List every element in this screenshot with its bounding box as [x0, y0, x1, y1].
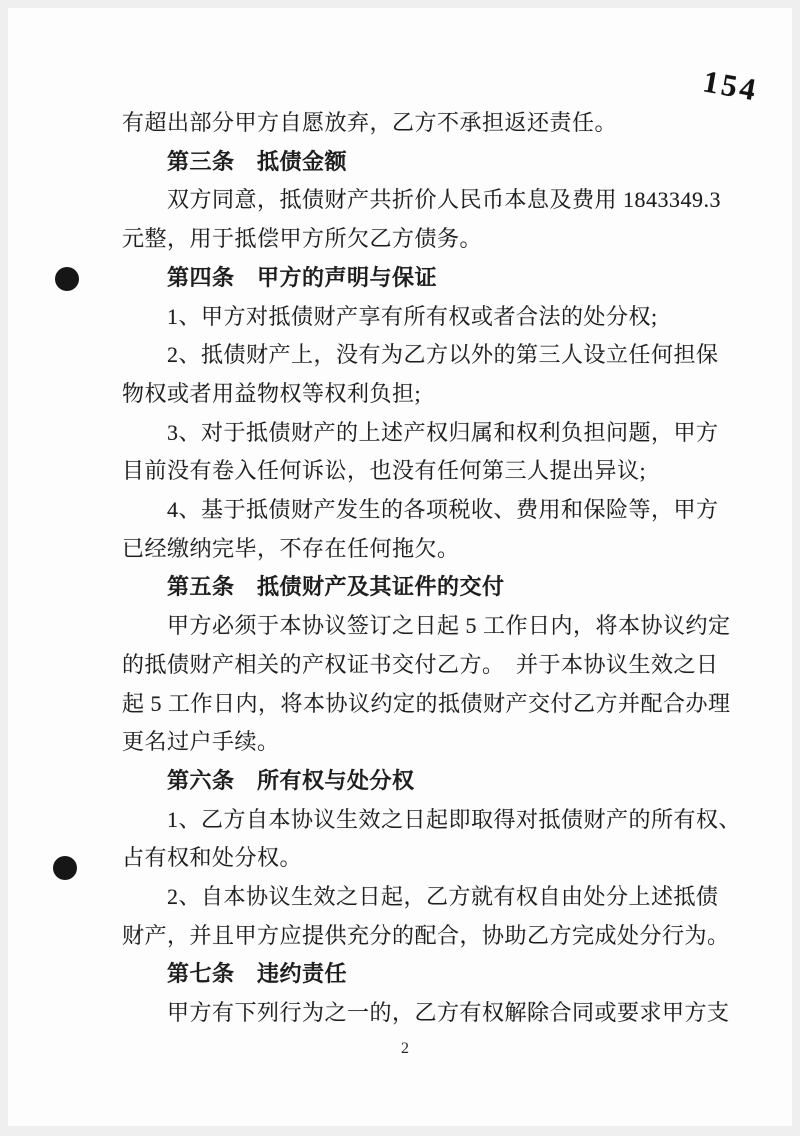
body-text-line: 目前没有卷入任何诉讼，也没有任何第三人提出异议; — [122, 458, 647, 484]
contract-text-block — [122, 104, 742, 1033]
punch-hole-dot — [53, 856, 77, 880]
body-text-line: 双方同意，抵债财产共折价人民币本息及费用 1843349.3 — [167, 187, 722, 213]
body-text-line: 占有权和处分权。 — [122, 845, 303, 871]
document-page — [8, 8, 792, 1126]
body-text-line: 2、自本协议生效之日起，乙方就有权自由处分上述抵债 — [167, 884, 719, 910]
body-text-line: 更名过户手续。 — [122, 729, 280, 755]
body-text-line: 已经缴纳完毕，不存在任何拖欠。 — [122, 535, 460, 561]
body-text-line: 3、对于抵债财产的上述产权归属和权利负担问题，甲方 — [167, 419, 719, 445]
footer-page-number: 2 — [401, 1040, 409, 1057]
body-text-line: 1、甲方对抵债财产享有所有权或者合法的处分权; — [167, 303, 658, 329]
clause-heading-line: 第三条 抵债金额 — [167, 148, 348, 174]
body-text-line: 甲方必须于本协议签订之日起 5 工作日内，将本协议约定 — [167, 613, 731, 639]
clause-heading-line: 第六条 所有权与处分权 — [167, 767, 415, 793]
body-text-line: 物权或者用益物权等权利负担; — [122, 380, 422, 406]
body-text-line: 1、乙方自本协议生效之日起即取得对抵债财产的所有权、 — [167, 806, 742, 832]
page-stamp-number: 154 — [699, 63, 761, 108]
body-text-line: 4、基于抵债财产发生的各项税收、费用和保险等，甲方 — [167, 497, 719, 523]
body-text-line: 财产，并且甲方应提供充分的配合，协助乙方完成处分行为。 — [122, 922, 730, 948]
body-text-line: 的抵债财产相关的产权证书交付乙方。 并于本协议生效之日 — [122, 651, 719, 677]
body-text-line: 元整，用于抵偿甲方所欠乙方债务。 — [122, 226, 483, 252]
clause-heading-line: 第五条 抵债财产及其证件的交付 — [167, 574, 505, 600]
body-text-line: 2、抵债财产上，没有为乙方以外的第三人设立任何担保 — [167, 342, 719, 368]
body-text-line: 甲方有下列行为之一的，乙方有权解除合同或要求甲方支 — [167, 1000, 730, 1026]
body-text-line: 有超出部分甲方自愿放弃，乙方不承担返还责任。 — [122, 110, 618, 135]
clause-heading-line: 第七条 违约责任 — [167, 961, 348, 987]
body-text-line: 起 5 工作日内，将本协议约定的抵债财产交付乙方并配合办理 — [122, 690, 731, 716]
clause-heading-line: 第四条 甲方的声明与保证 — [167, 264, 438, 290]
punch-hole-dot — [55, 267, 79, 291]
